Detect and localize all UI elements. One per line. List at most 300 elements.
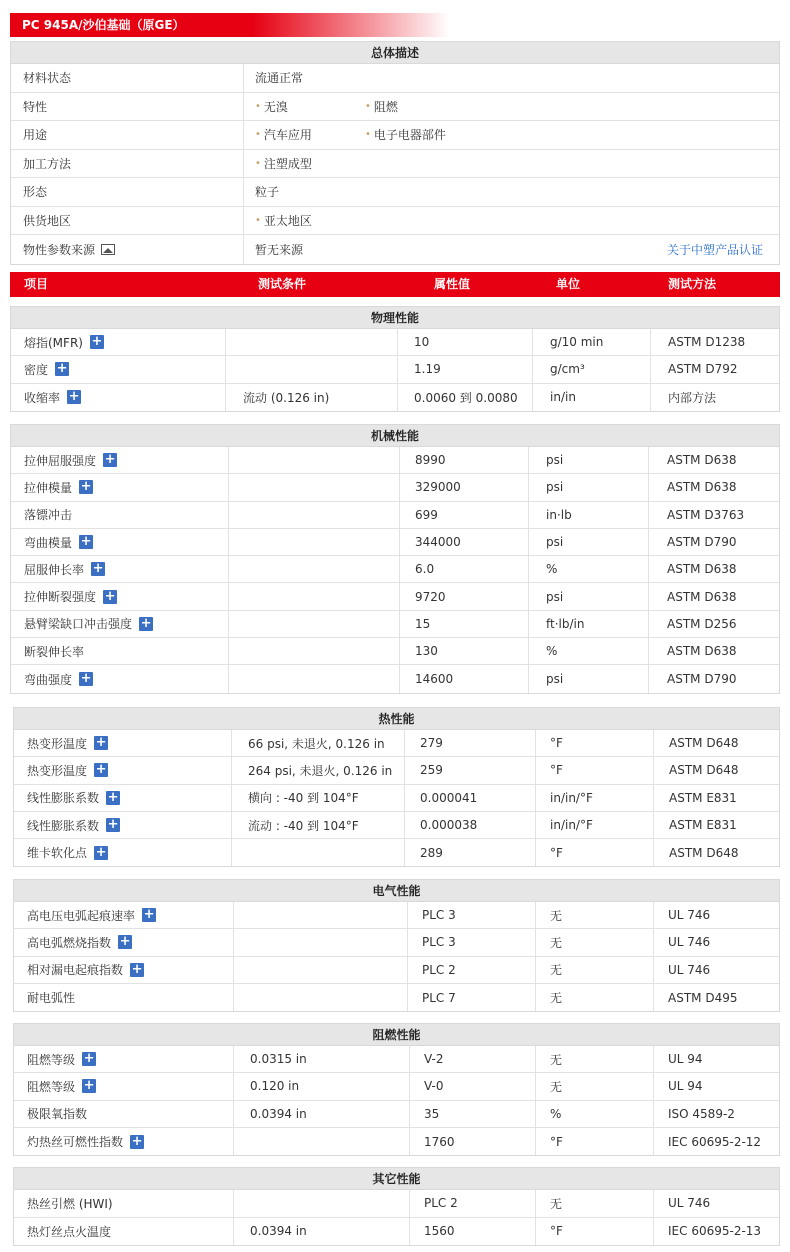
column-divider — [404, 757, 405, 783]
column-divider — [648, 638, 649, 664]
property-row — [11, 556, 779, 583]
column-divider — [243, 64, 244, 92]
property-name — [24, 665, 93, 692]
column-divider — [535, 929, 536, 955]
overview-value-text: 粒子 — [255, 185, 280, 200]
property-unit: ft·lb/in — [546, 616, 585, 631]
column-divider — [653, 839, 654, 866]
property-name — [27, 1046, 96, 1072]
plus-icon[interactable]: + — [95, 735, 107, 751]
property-name-text: 灼热丝可燃性指数 — [27, 1135, 124, 1150]
column-divider — [409, 1046, 410, 1072]
property-name — [27, 984, 75, 1011]
test-method: IEC 60695-2-12 — [668, 1134, 762, 1149]
property-unit: °F — [550, 845, 563, 860]
property-row — [11, 665, 779, 692]
column-header-unit: 单位 — [556, 277, 581, 291]
column-divider — [233, 1218, 234, 1246]
overview-value-text: 亚太地区 — [263, 213, 312, 228]
column-divider — [243, 178, 244, 206]
overview-value — [365, 121, 446, 149]
property-row — [11, 447, 779, 474]
test-condition: 0.0394 in — [250, 1224, 307, 1239]
property-name — [24, 583, 117, 609]
column-divider — [233, 1101, 234, 1127]
column-divider — [648, 583, 649, 609]
column-divider — [535, 984, 536, 1011]
column-divider — [409, 1128, 410, 1155]
column-divider — [228, 529, 229, 555]
property-unit: in·lb — [546, 507, 572, 522]
image-icon — [101, 244, 115, 255]
column-divider — [407, 984, 408, 1011]
property-name-text: 阻燃等级 — [27, 1079, 76, 1094]
test-condition: 流动 : -40 到 104°F — [248, 818, 359, 833]
test-method: UL 94 — [668, 1052, 703, 1067]
overview-row — [11, 93, 779, 122]
property-section — [13, 1167, 780, 1246]
overview-value — [255, 150, 312, 178]
bullet-icon: • — [255, 100, 261, 112]
property-unit: 无 — [550, 935, 563, 950]
column-divider — [243, 93, 244, 121]
overview-value — [255, 235, 303, 264]
overview-value-text: 注塑成型 — [263, 156, 312, 171]
property-name-text: 线性膨胀系数 — [27, 818, 100, 833]
test-method: ASTM D1238 — [668, 335, 746, 350]
overview-value-text: 汽车应用 — [263, 128, 312, 143]
test-method: ASTM D638 — [667, 589, 737, 604]
property-value: 6.0 — [415, 562, 435, 577]
property-name — [24, 356, 69, 382]
column-divider — [528, 665, 529, 692]
column-divider — [225, 356, 226, 382]
property-row — [11, 638, 779, 665]
column-divider — [397, 356, 398, 382]
property-name-text: 维卡软化点 — [27, 846, 88, 861]
column-divider — [228, 665, 229, 692]
column-divider — [653, 929, 654, 955]
property-section — [13, 879, 780, 1012]
column-divider — [228, 447, 229, 473]
property-value: 0.0060 到 0.0080 — [414, 390, 518, 405]
property-name-text: 线性膨胀系数 — [27, 791, 100, 806]
plus-icon[interactable]: + — [95, 844, 107, 860]
overview-heading: 总体描述 — [11, 42, 779, 64]
test-method: ISO 4589-2 — [668, 1106, 735, 1121]
bullet-icon: • — [255, 214, 261, 226]
property-name-text: 耐电弧性 — [27, 991, 76, 1006]
column-divider — [231, 785, 232, 811]
plus-icon[interactable]: + — [107, 817, 119, 833]
column-divider — [648, 529, 649, 555]
column-divider — [231, 730, 232, 756]
column-divider — [399, 638, 400, 664]
column-divider — [228, 556, 229, 582]
overview-value — [255, 93, 288, 121]
property-value: 9720 — [415, 589, 446, 604]
column-divider — [532, 384, 533, 411]
column-divider — [535, 1073, 536, 1099]
column-divider — [528, 638, 529, 664]
property-section — [10, 306, 780, 412]
property-value: 130 — [415, 644, 438, 659]
property-unit: % — [550, 1106, 562, 1121]
product-title: PC 945A/沙伯基础（原GE） — [10, 13, 450, 37]
property-name-text: 熔指(MFR) — [24, 335, 83, 350]
test-method: IEC 60695-2-13 — [668, 1224, 762, 1239]
column-divider — [397, 329, 398, 355]
column-divider — [653, 1046, 654, 1072]
column-divider — [650, 384, 651, 411]
property-value: 0.000041 — [420, 790, 478, 805]
property-name — [27, 1218, 111, 1246]
test-condition: 66 psi, 未退火, 0.126 in — [248, 736, 385, 751]
column-header-value: 属性值 — [434, 277, 471, 291]
test-method: ASTM D3763 — [667, 507, 745, 522]
property-unit: % — [546, 644, 558, 659]
overview-row — [11, 235, 779, 264]
plus-icon[interactable]: + — [143, 907, 155, 923]
section-heading: 物理性能 — [11, 307, 779, 329]
property-row — [14, 1190, 779, 1218]
property-name — [27, 785, 120, 811]
section-heading: 机械性能 — [11, 425, 779, 447]
property-name-text: 密度 — [24, 362, 49, 377]
property-row — [14, 957, 779, 984]
test-method: UL 94 — [668, 1079, 703, 1094]
test-condition: 0.0315 in — [250, 1052, 307, 1067]
overview-label: 形态 — [23, 185, 48, 200]
column-divider — [528, 502, 529, 528]
property-name-text: 阻燃等级 — [27, 1052, 76, 1067]
property-name — [27, 929, 132, 955]
property-name — [27, 1073, 96, 1099]
property-value: 8990 — [415, 453, 446, 468]
property-row — [14, 1046, 779, 1073]
column-divider — [653, 957, 654, 983]
overview-value-text: 阻燃 — [373, 99, 398, 114]
column-divider — [409, 1073, 410, 1099]
property-value: PLC 7 — [422, 990, 456, 1005]
property-row — [14, 812, 779, 839]
column-divider — [528, 583, 529, 609]
test-method: ASTM E831 — [669, 818, 737, 833]
property-unit: 无 — [550, 963, 563, 978]
column-divider — [650, 356, 651, 382]
property-section — [10, 424, 780, 694]
property-row — [14, 1073, 779, 1100]
property-unit: 无 — [550, 991, 563, 1006]
column-divider — [653, 785, 654, 811]
property-unit: °F — [550, 1224, 563, 1239]
property-name — [27, 812, 120, 838]
property-value: 259 — [420, 763, 443, 778]
column-divider — [409, 1190, 410, 1217]
column-divider — [225, 384, 226, 411]
plus-icon[interactable]: + — [80, 671, 92, 687]
property-value: 1.19 — [414, 362, 441, 377]
property-value: PLC 2 — [424, 1196, 458, 1211]
property-unit: °F — [550, 763, 563, 778]
overview-value — [255, 178, 279, 206]
section-heading: 阻燃性能 — [14, 1024, 779, 1046]
column-divider — [404, 730, 405, 756]
plus-icon[interactable]: + — [104, 588, 116, 604]
overview-row — [11, 150, 779, 179]
property-name — [27, 1190, 113, 1217]
property-name-text: 热变形温度 — [27, 736, 88, 751]
property-row — [11, 502, 779, 529]
overview-label: 物性参数来源 — [23, 235, 115, 264]
property-unit: 无 — [550, 1079, 563, 1094]
plus-icon[interactable]: + — [68, 389, 80, 405]
certification-link[interactable]: 关于中塑产品认证 — [666, 242, 763, 257]
property-unit: 无 — [550, 1052, 563, 1067]
column-divider — [653, 812, 654, 838]
property-value: 1760 — [424, 1134, 455, 1149]
property-unit: °F — [550, 736, 563, 751]
column-divider — [653, 1101, 654, 1127]
test-method: ASTM D648 — [669, 845, 739, 860]
column-divider — [397, 384, 398, 411]
column-divider — [528, 474, 529, 500]
plus-icon[interactable]: + — [140, 615, 152, 631]
column-divider — [399, 665, 400, 692]
plus-icon[interactable]: + — [83, 1078, 95, 1094]
property-row — [11, 356, 779, 383]
property-row — [14, 984, 779, 1011]
test-method: UL 746 — [668, 962, 711, 977]
column-divider — [243, 207, 244, 235]
overview-row — [11, 64, 779, 93]
overview-table — [10, 41, 780, 265]
column-divider — [653, 730, 654, 756]
plus-icon[interactable]: + — [80, 479, 92, 495]
property-name — [27, 1101, 87, 1127]
column-divider — [535, 1046, 536, 1072]
property-row — [14, 1218, 779, 1246]
column-divider — [653, 902, 654, 928]
plus-icon[interactable]: + — [107, 789, 119, 805]
column-divider — [528, 556, 529, 582]
column-divider — [528, 611, 529, 637]
column-divider — [532, 329, 533, 355]
column-divider — [399, 529, 400, 555]
column-divider — [407, 957, 408, 983]
property-value: 10 — [414, 335, 430, 350]
column-divider — [228, 583, 229, 609]
overview-row — [11, 207, 779, 236]
overview-value-text: 流通正常 — [255, 71, 304, 86]
overview-label: 用途 — [23, 128, 48, 143]
property-name-text: 断裂伸长率 — [24, 644, 85, 659]
overview-row — [11, 121, 779, 150]
test-method: ASTM D648 — [669, 763, 739, 778]
property-row — [14, 757, 779, 784]
test-method: 内部方法 — [668, 390, 717, 405]
property-row — [11, 611, 779, 638]
column-divider — [653, 1218, 654, 1246]
column-divider — [228, 611, 229, 637]
property-name — [24, 556, 105, 582]
overview-row — [11, 178, 779, 207]
column-divider — [233, 1190, 234, 1217]
property-unit: 无 — [550, 908, 563, 923]
plus-icon[interactable]: + — [95, 762, 107, 778]
property-row — [14, 902, 779, 929]
column-divider — [404, 812, 405, 838]
column-divider — [231, 757, 232, 783]
column-divider — [399, 583, 400, 609]
property-name-text: 热灯丝点火温度 — [27, 1224, 112, 1239]
property-name-text: 拉伸断裂强度 — [24, 590, 97, 605]
property-name-text: 热变形温度 — [27, 763, 88, 778]
test-method: ASTM E831 — [669, 790, 737, 805]
property-name-text: 弯曲模量 — [24, 535, 73, 550]
property-value: PLC 2 — [422, 962, 456, 977]
column-divider — [653, 984, 654, 1011]
test-method: ASTM D256 — [667, 616, 737, 631]
property-name-text: 热丝引燃 (HWI) — [27, 1196, 113, 1211]
column-divider — [228, 474, 229, 500]
column-divider — [233, 1128, 234, 1155]
property-value: PLC 3 — [422, 935, 456, 950]
plus-icon[interactable]: + — [131, 1133, 143, 1149]
property-unit: psi — [546, 672, 564, 687]
column-header-item: 项目 — [24, 277, 49, 291]
column-header-method: 测试方法 — [668, 277, 717, 291]
column-divider — [399, 611, 400, 637]
column-divider — [648, 502, 649, 528]
column-divider — [532, 356, 533, 382]
property-row — [11, 583, 779, 610]
overview-value-text: 电子电器部件 — [373, 128, 446, 143]
column-divider — [233, 984, 234, 1011]
test-method: ASTM D638 — [667, 562, 737, 577]
bullet-icon: • — [365, 129, 371, 141]
property-row — [14, 929, 779, 956]
column-divider — [535, 1101, 536, 1127]
column-divider — [648, 665, 649, 692]
property-name — [24, 529, 93, 555]
property-value: 279 — [420, 736, 443, 751]
property-unit: psi — [546, 535, 564, 550]
plus-icon[interactable]: + — [83, 1051, 95, 1067]
column-divider — [231, 812, 232, 838]
column-divider — [409, 1218, 410, 1246]
column-divider — [535, 730, 536, 756]
column-divider — [404, 785, 405, 811]
test-method: UL 746 — [668, 1196, 711, 1211]
property-unit: psi — [546, 453, 564, 468]
property-name — [27, 757, 108, 783]
column-divider — [648, 556, 649, 582]
plus-icon[interactable]: + — [91, 334, 103, 350]
plus-icon[interactable]: + — [92, 561, 104, 577]
column-divider — [399, 502, 400, 528]
bullet-icon: • — [365, 100, 371, 112]
property-name-text: 极限氧指数 — [27, 1107, 88, 1122]
property-unit: psi — [546, 589, 564, 604]
plus-icon[interactable]: + — [80, 534, 92, 550]
property-name — [24, 329, 104, 355]
property-name — [24, 447, 117, 473]
overview-label: 供货地区 — [23, 213, 72, 228]
column-divider — [233, 1046, 234, 1072]
column-divider — [528, 529, 529, 555]
property-unit: in/in/°F — [550, 818, 593, 833]
property-value: 1560 — [424, 1224, 455, 1239]
overview-label: 加工方法 — [23, 156, 72, 171]
test-method: ASTM D638 — [667, 644, 737, 659]
property-name — [27, 730, 108, 756]
overview-value — [255, 121, 312, 149]
property-value: 344000 — [415, 535, 461, 550]
column-divider — [231, 839, 232, 866]
property-section — [13, 1023, 780, 1156]
plus-icon[interactable]: + — [104, 452, 116, 468]
plus-icon[interactable]: + — [119, 934, 131, 950]
column-divider — [528, 447, 529, 473]
property-row — [14, 839, 779, 866]
property-name — [27, 839, 108, 866]
property-row — [14, 730, 779, 757]
overview-value-text: 暂无来源 — [255, 242, 304, 257]
bullet-icon: • — [255, 157, 261, 169]
column-divider — [535, 839, 536, 866]
test-condition: 0.0394 in — [250, 1106, 307, 1121]
property-value: 0.000038 — [420, 818, 478, 833]
column-divider — [233, 957, 234, 983]
property-name-text: 高电压电弧起痕速率 — [27, 908, 136, 923]
property-unit: g/10 min — [550, 335, 604, 350]
column-divider — [535, 757, 536, 783]
test-method: ASTM D790 — [667, 535, 737, 550]
column-divider — [648, 474, 649, 500]
property-row — [14, 1101, 779, 1128]
column-divider — [650, 329, 651, 355]
property-value: PLC 3 — [422, 908, 456, 923]
property-name-text: 相对漏电起痕指数 — [27, 963, 124, 978]
test-method: UL 746 — [668, 935, 711, 950]
property-value: V-0 — [424, 1079, 444, 1094]
column-divider — [653, 1128, 654, 1155]
column-divider — [407, 902, 408, 928]
property-value: 35 — [424, 1106, 440, 1121]
property-unit: °F — [550, 1134, 563, 1149]
property-unit: psi — [546, 480, 564, 495]
property-value: 329000 — [415, 480, 461, 495]
column-divider — [648, 447, 649, 473]
property-name — [24, 502, 72, 528]
column-divider — [243, 235, 244, 264]
column-divider — [648, 611, 649, 637]
property-name-text: 落镖冲击 — [24, 508, 73, 523]
plus-icon[interactable]: + — [131, 961, 143, 977]
test-method: ASTM D790 — [667, 672, 737, 687]
section-heading: 其它性能 — [14, 1168, 779, 1190]
plus-icon[interactable]: + — [56, 361, 68, 377]
column-divider — [535, 812, 536, 838]
property-row — [11, 529, 779, 556]
overview-label: 特性 — [23, 99, 48, 114]
bullet-icon: • — [255, 129, 261, 141]
column-divider — [243, 121, 244, 149]
property-row — [14, 1128, 779, 1155]
property-name-text: 悬臂梁缺口冲击强度 — [24, 617, 133, 632]
property-name — [27, 902, 156, 928]
